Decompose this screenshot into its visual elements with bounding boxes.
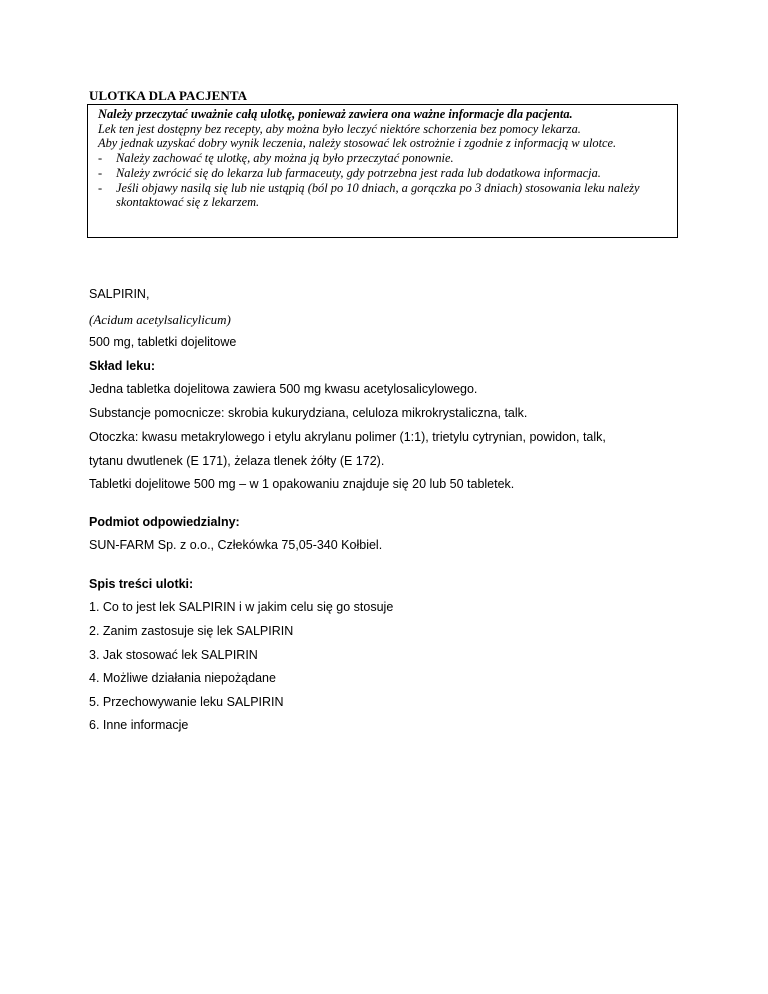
leaflet-title: ULOTKA DLA PACJENTA xyxy=(89,88,248,103)
notice-bullet-text: Należy zachować tę ulotkę, aby można ją było przeczytać ponownie. xyxy=(116,151,454,166)
composition-line: Tabletki dojelitowe 500 mg – w 1 opakowaniu znajduje się 20 lub 50 tabletek. xyxy=(89,477,515,491)
toc-item: 1. Co to jest lek SALPIRIN i w jakim celu się go stosuje xyxy=(89,600,394,614)
bullet-marker: - xyxy=(98,165,103,180)
toc-item: 6. Inne informacje xyxy=(89,718,189,732)
product-name: SALPIRIN, xyxy=(89,287,150,301)
notice-line-1: Lek ten jest dostępny bez recepty, aby można było leczyć niektóre schorzenia bez pomocy lekarza. xyxy=(98,121,581,136)
composition-line: Otoczka: kwasu metakrylowego i etylu akrylanu polimer (1:1), trietylu cytrynian, powidon, talk, xyxy=(89,430,606,444)
notice-intro: Należy przeczytać uważnie całą ulotkę, ponieważ zawiera ona ważne informacje dla pacjenta. xyxy=(98,107,573,121)
notice-bullet-text: Należy zwrócić się do lekarza lub farmaceuty, gdy potrzebna jest rada lub dodatkowa informacja. xyxy=(116,165,601,180)
composition-line: Jedna tabletka dojelitowa zawiera 500 mg kwasu acetylosalicylowego. xyxy=(89,382,478,396)
patient-notice-box xyxy=(87,104,678,238)
bullet-marker: - xyxy=(98,180,103,195)
toc-heading: Spis treści ulotki: xyxy=(89,577,194,591)
composition-line: tytanu dwutlenek (E 171), żelaza tlenek żółty (E 172). xyxy=(89,454,385,468)
bullet-marker: - xyxy=(98,151,103,166)
toc-item: 3. Jak stosować lek SALPIRIN xyxy=(89,648,258,662)
notice-bullet xyxy=(98,166,667,181)
notice-bullet xyxy=(98,151,667,166)
toc-item: 2. Zanim zastosuje się lek SALPIRIN xyxy=(89,624,294,638)
composition-heading: Skład leku: xyxy=(89,359,155,373)
composition-line: Substancje pomocnicze: skrobia kukurydziana, celuloza mikrokrystaliczna, talk. xyxy=(89,406,528,420)
notice-bullet xyxy=(98,181,667,210)
toc-item: 5. Przechowywanie leku SALPIRIN xyxy=(89,695,284,709)
active-substance: (Acidum acetylsalicylicum) xyxy=(89,312,231,327)
notice-line-2: Aby jednak uzyskać dobry wynik leczenia, należy stosować lek ostrożnie i zgodnie z informacją w ulotce. xyxy=(98,136,617,151)
toc-item: 4. Możliwe działania niepożądane xyxy=(89,671,276,685)
responsible-entity: SUN-FARM Sp. z o.o., Człekówka 75,05-340 Kołbiel. xyxy=(89,538,383,552)
responsible-heading: Podmiot odpowiedzialny: xyxy=(89,515,240,529)
notice-bullet-text: Jeśli objawy nasilą się lub nie ustąpią (ból po 10 dniach, a gorączka po 3 dniach) stosowania leku należy skontaktować się z lekarzem. xyxy=(116,180,640,210)
product-form: 500 mg, tabletki dojelitowe xyxy=(89,335,237,349)
